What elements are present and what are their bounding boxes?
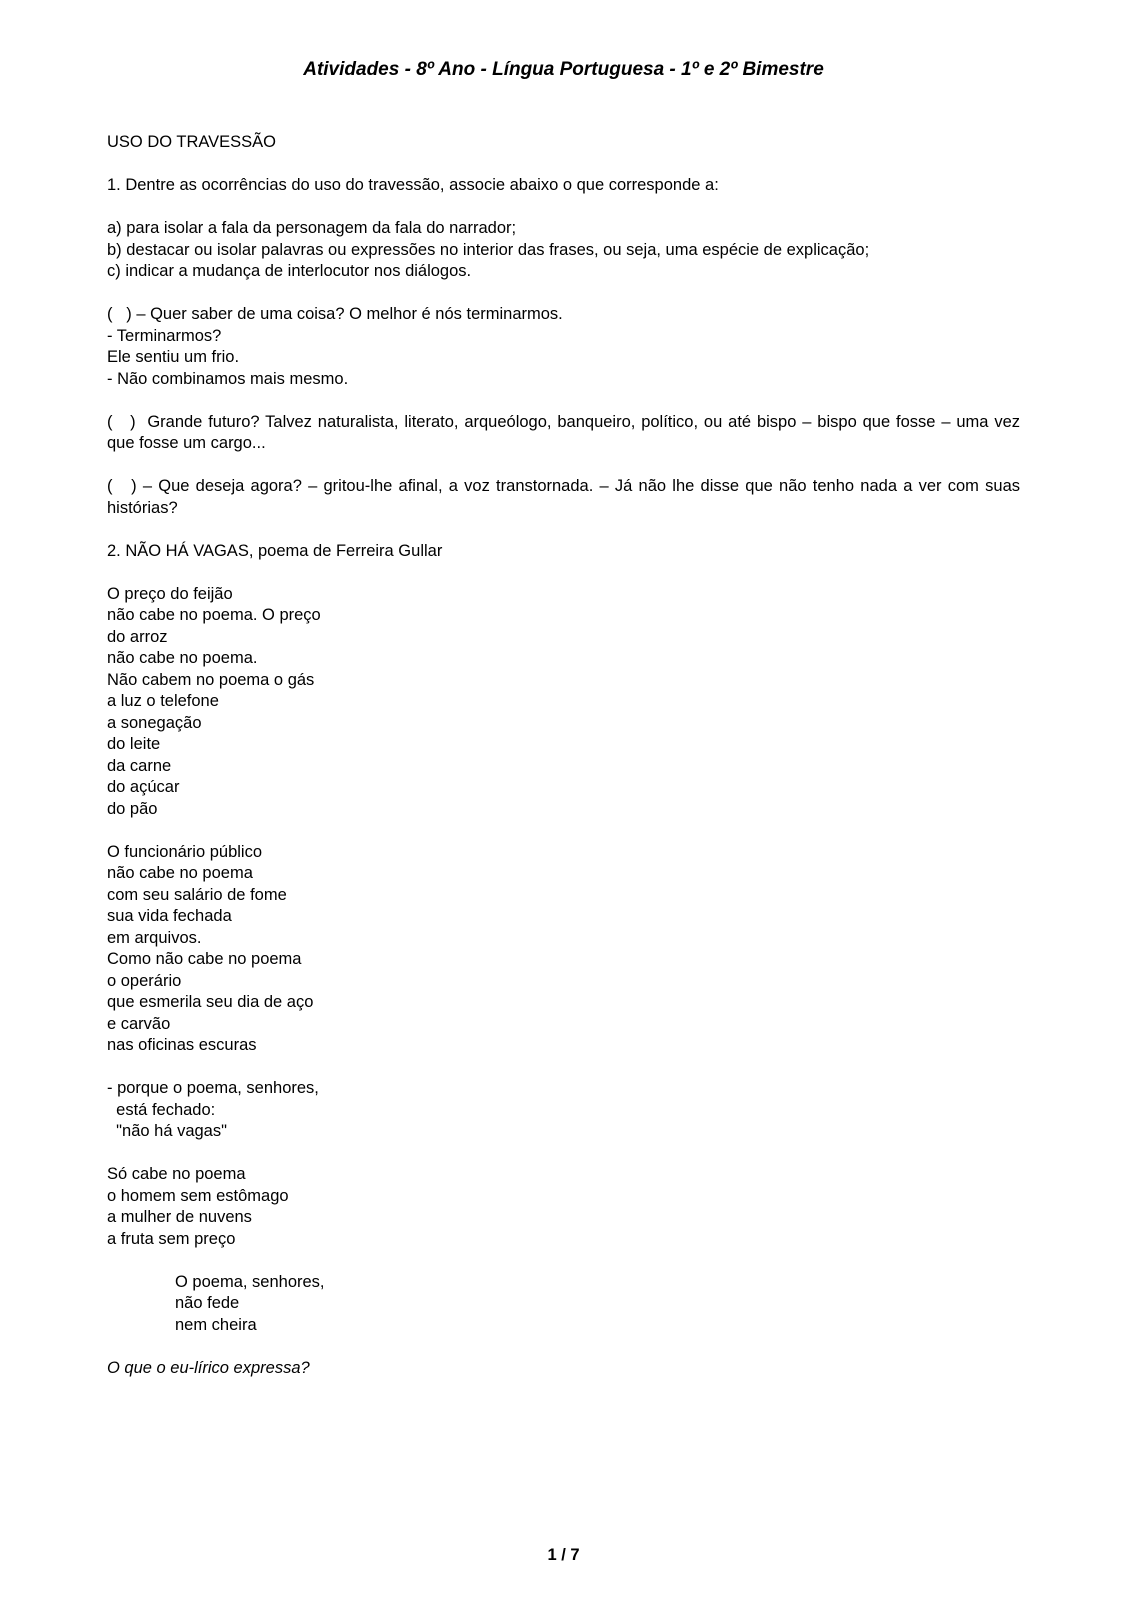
- text-line: nas oficinas escuras: [107, 1036, 257, 1054]
- text-line: "não há vagas": [107, 1122, 227, 1140]
- section-title: USO DO TRAVESSÃO: [107, 133, 277, 151]
- text-line: c) indicar a mudança de interlocutor nos diálogos.: [107, 262, 472, 280]
- poem-stanza-2: [107, 842, 1020, 1057]
- text-line: da carne: [107, 756, 172, 775]
- text-line: em arquivos.: [107, 928, 202, 947]
- dialogue-excerpt-1: [107, 304, 1020, 390]
- poem-stanza-5: [175, 1272, 1020, 1337]
- text-line: - porque o poema, senhores,: [107, 1079, 319, 1097]
- text-line: do leite: [107, 735, 161, 753]
- excerpt-2: ( ) Grande futuro? Talvez naturalista, literato, arqueólogo, banqueiro, político, ou até bispo – bispo que fosse – uma vez que fosse um cargo...: [107, 412, 1025, 452]
- text-line: a mulher de nuvens: [107, 1208, 252, 1226]
- text-line: do pão: [107, 799, 158, 818]
- text-line: Como não cabe no poema: [107, 950, 302, 968]
- text-line: O funcionário público: [107, 842, 263, 861]
- question-2: 2. NÃO HÁ VAGAS, poema de Ferreira Gullar: [107, 541, 443, 560]
- text-line: a) para isolar a fala da personagem da fala do narrador;: [107, 219, 517, 237]
- excerpt-3: ( ) – Que deseja agora? – gritou-lhe afinal, a voz transtornada. – Já não lhe disse que não tenho nada a ver com suas histórias?: [107, 477, 1025, 517]
- poem-stanza-1: [107, 584, 1020, 821]
- text-line: e carvão: [107, 1014, 171, 1033]
- text-line: b) destacar ou isolar palavras ou expressões no interior das frases, ou seja, uma espécie de explicação;: [107, 240, 870, 259]
- text-line: com seu salário de fome: [107, 885, 287, 904]
- text-line: a luz o telefone: [107, 692, 219, 710]
- text-line: ( ) – Quer saber de uma coisa? O melhor é nós terminarmos.: [107, 305, 563, 323]
- text-line: está fechado:: [107, 1100, 216, 1119]
- text-line: o operário: [107, 971, 182, 990]
- text-line: do arroz: [107, 627, 168, 646]
- text-line: - Não combinamos mais mesmo.: [107, 369, 349, 388]
- text-line: o homem sem estômago: [107, 1186, 289, 1205]
- text-line: que esmerila seu dia de aço: [107, 993, 314, 1011]
- text-line: O poema, senhores,: [175, 1272, 325, 1291]
- text-line: Não cabem no poema o gás: [107, 670, 315, 689]
- text-line: não fede: [175, 1294, 240, 1312]
- text-line: do açúcar: [107, 778, 180, 796]
- page-number: 1 / 7: [547, 1545, 580, 1564]
- text-line: não cabe no poema: [107, 864, 253, 882]
- final-question: O que o eu-lírico expressa?: [107, 1358, 310, 1377]
- text-line: sua vida fechada: [107, 907, 232, 925]
- question-1: 1. Dentre as ocorrências do uso do travessão, associe abaixo o que corresponde a:: [107, 176, 719, 194]
- text-line: a fruta sem preço: [107, 1229, 236, 1248]
- text-line: - Terminarmos?: [107, 326, 222, 345]
- text-line: não cabe no poema.: [107, 649, 258, 667]
- text-line: a sonegação: [107, 713, 202, 732]
- text-line: Só cabe no poema: [107, 1165, 246, 1183]
- text-line: não cabe no poema. O preço: [107, 606, 321, 624]
- text-line: nem cheira: [175, 1315, 257, 1334]
- text-line: O preço do feijão: [107, 584, 233, 603]
- document-header-title: Atividades - 8º Ano - Língua Portuguesa - 1º e 2º Bimestre: [303, 59, 824, 80]
- text-line: Ele sentiu um frio.: [107, 348, 240, 366]
- poem-stanza-4: [107, 1164, 1020, 1250]
- poem-stanza-3: [107, 1078, 1020, 1143]
- question-1-options: [107, 218, 1020, 283]
